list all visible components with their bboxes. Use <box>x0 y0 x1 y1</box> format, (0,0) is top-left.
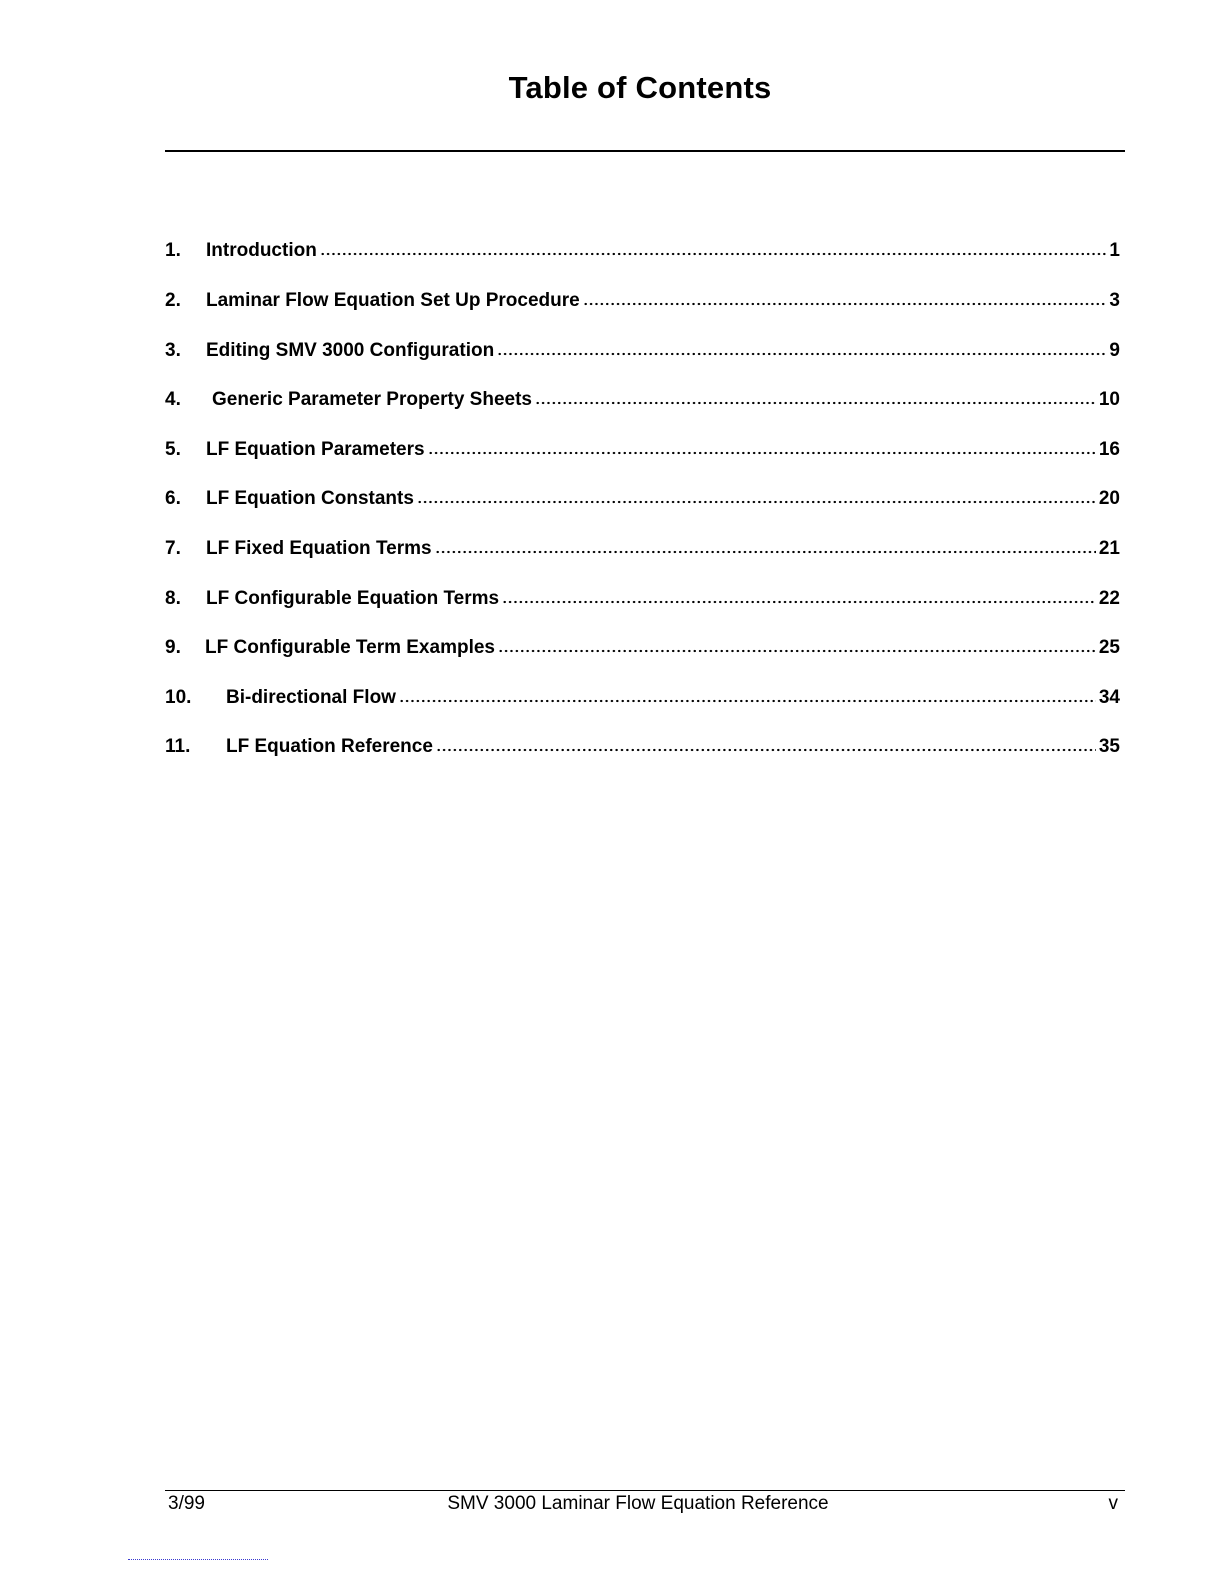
toc-label: LF Configurable Term Examples <box>205 637 495 658</box>
dot-leader <box>428 450 1096 456</box>
toc-page-number: 34 <box>1098 687 1120 708</box>
footer-page-number: v <box>1108 1493 1118 1514</box>
toc-label: Laminar Flow Equation Set Up Procedure <box>206 290 580 311</box>
toc-page-number: 16 <box>1098 439 1120 460</box>
toc-page-number: 9 <box>1109 340 1120 361</box>
toc-label: Bi-directional Flow <box>226 687 396 708</box>
dot-leader <box>399 698 1096 704</box>
dot-leader <box>435 549 1096 555</box>
toc-number: 4. <box>165 389 181 410</box>
toc-label: Editing SMV 3000 Configuration <box>206 340 495 361</box>
footer-date: 3/99 <box>168 1493 205 1514</box>
toc-number: 5. <box>165 439 181 460</box>
toc-entry-2[interactable] <box>165 286 1120 312</box>
toc-number: 6. <box>165 488 181 509</box>
toc-page-number: 22 <box>1098 588 1120 609</box>
footer-document-title: SMV 3000 Laminar Flow Equation Reference <box>447 1493 829 1514</box>
toc-label: LF Equation Parameters <box>206 439 425 460</box>
dot-leader <box>497 351 1106 357</box>
toc-page-number: 20 <box>1098 488 1120 509</box>
toc-entry-5[interactable] <box>165 435 1120 461</box>
toc-number: 3. <box>165 340 181 361</box>
toc-number: 8. <box>165 588 181 609</box>
toc-number: 7. <box>165 538 181 559</box>
footer-divider <box>165 1490 1125 1491</box>
toc-entry-3[interactable] <box>165 336 1120 362</box>
toc-entry-1[interactable] <box>165 236 1120 262</box>
toc-page-number: 1 <box>1109 240 1120 261</box>
toc-entry-6[interactable] <box>165 484 1120 510</box>
dot-leader <box>583 301 1107 307</box>
toc-label: LF Configurable Equation Terms <box>206 588 500 609</box>
toc-label: LF Equation Reference <box>226 736 433 757</box>
toc-number: 10. <box>165 687 192 708</box>
dot-leader <box>417 499 1096 505</box>
toc-entry-10[interactable] <box>165 683 1120 709</box>
toc-page-number: 35 <box>1098 736 1120 757</box>
toc-entry-9[interactable] <box>165 633 1120 659</box>
toc-number: 2. <box>165 290 181 311</box>
page-footer <box>168 1493 1118 1517</box>
toc-label: LF Fixed Equation Terms <box>206 538 432 559</box>
link-underline <box>128 1559 268 1560</box>
dot-leader <box>320 251 1107 257</box>
toc-label: Generic Parameter Property Sheets <box>212 389 532 410</box>
page-title: Table of Contents <box>508 70 772 105</box>
title-divider <box>165 150 1125 152</box>
dot-leader <box>502 599 1096 605</box>
toc-entry-4[interactable] <box>165 385 1120 411</box>
toc-number: 11. <box>165 736 191 757</box>
toc-number: 9. <box>165 637 181 658</box>
toc-page-number: 25 <box>1098 637 1120 658</box>
toc-label: LF Equation Constants <box>206 488 414 509</box>
toc-page-number: 10 <box>1098 389 1120 410</box>
dot-leader <box>535 400 1096 406</box>
dot-leader <box>436 747 1096 753</box>
toc-entry-7[interactable] <box>165 534 1120 560</box>
dot-leader <box>498 648 1096 654</box>
toc-label: Introduction <box>206 240 317 261</box>
toc-entry-11[interactable] <box>165 732 1120 758</box>
toc-number: 1. <box>165 240 181 261</box>
toc-page-number: 3 <box>1109 290 1120 311</box>
toc-page-number: 21 <box>1098 538 1120 559</box>
toc-entry-8[interactable] <box>165 584 1120 610</box>
